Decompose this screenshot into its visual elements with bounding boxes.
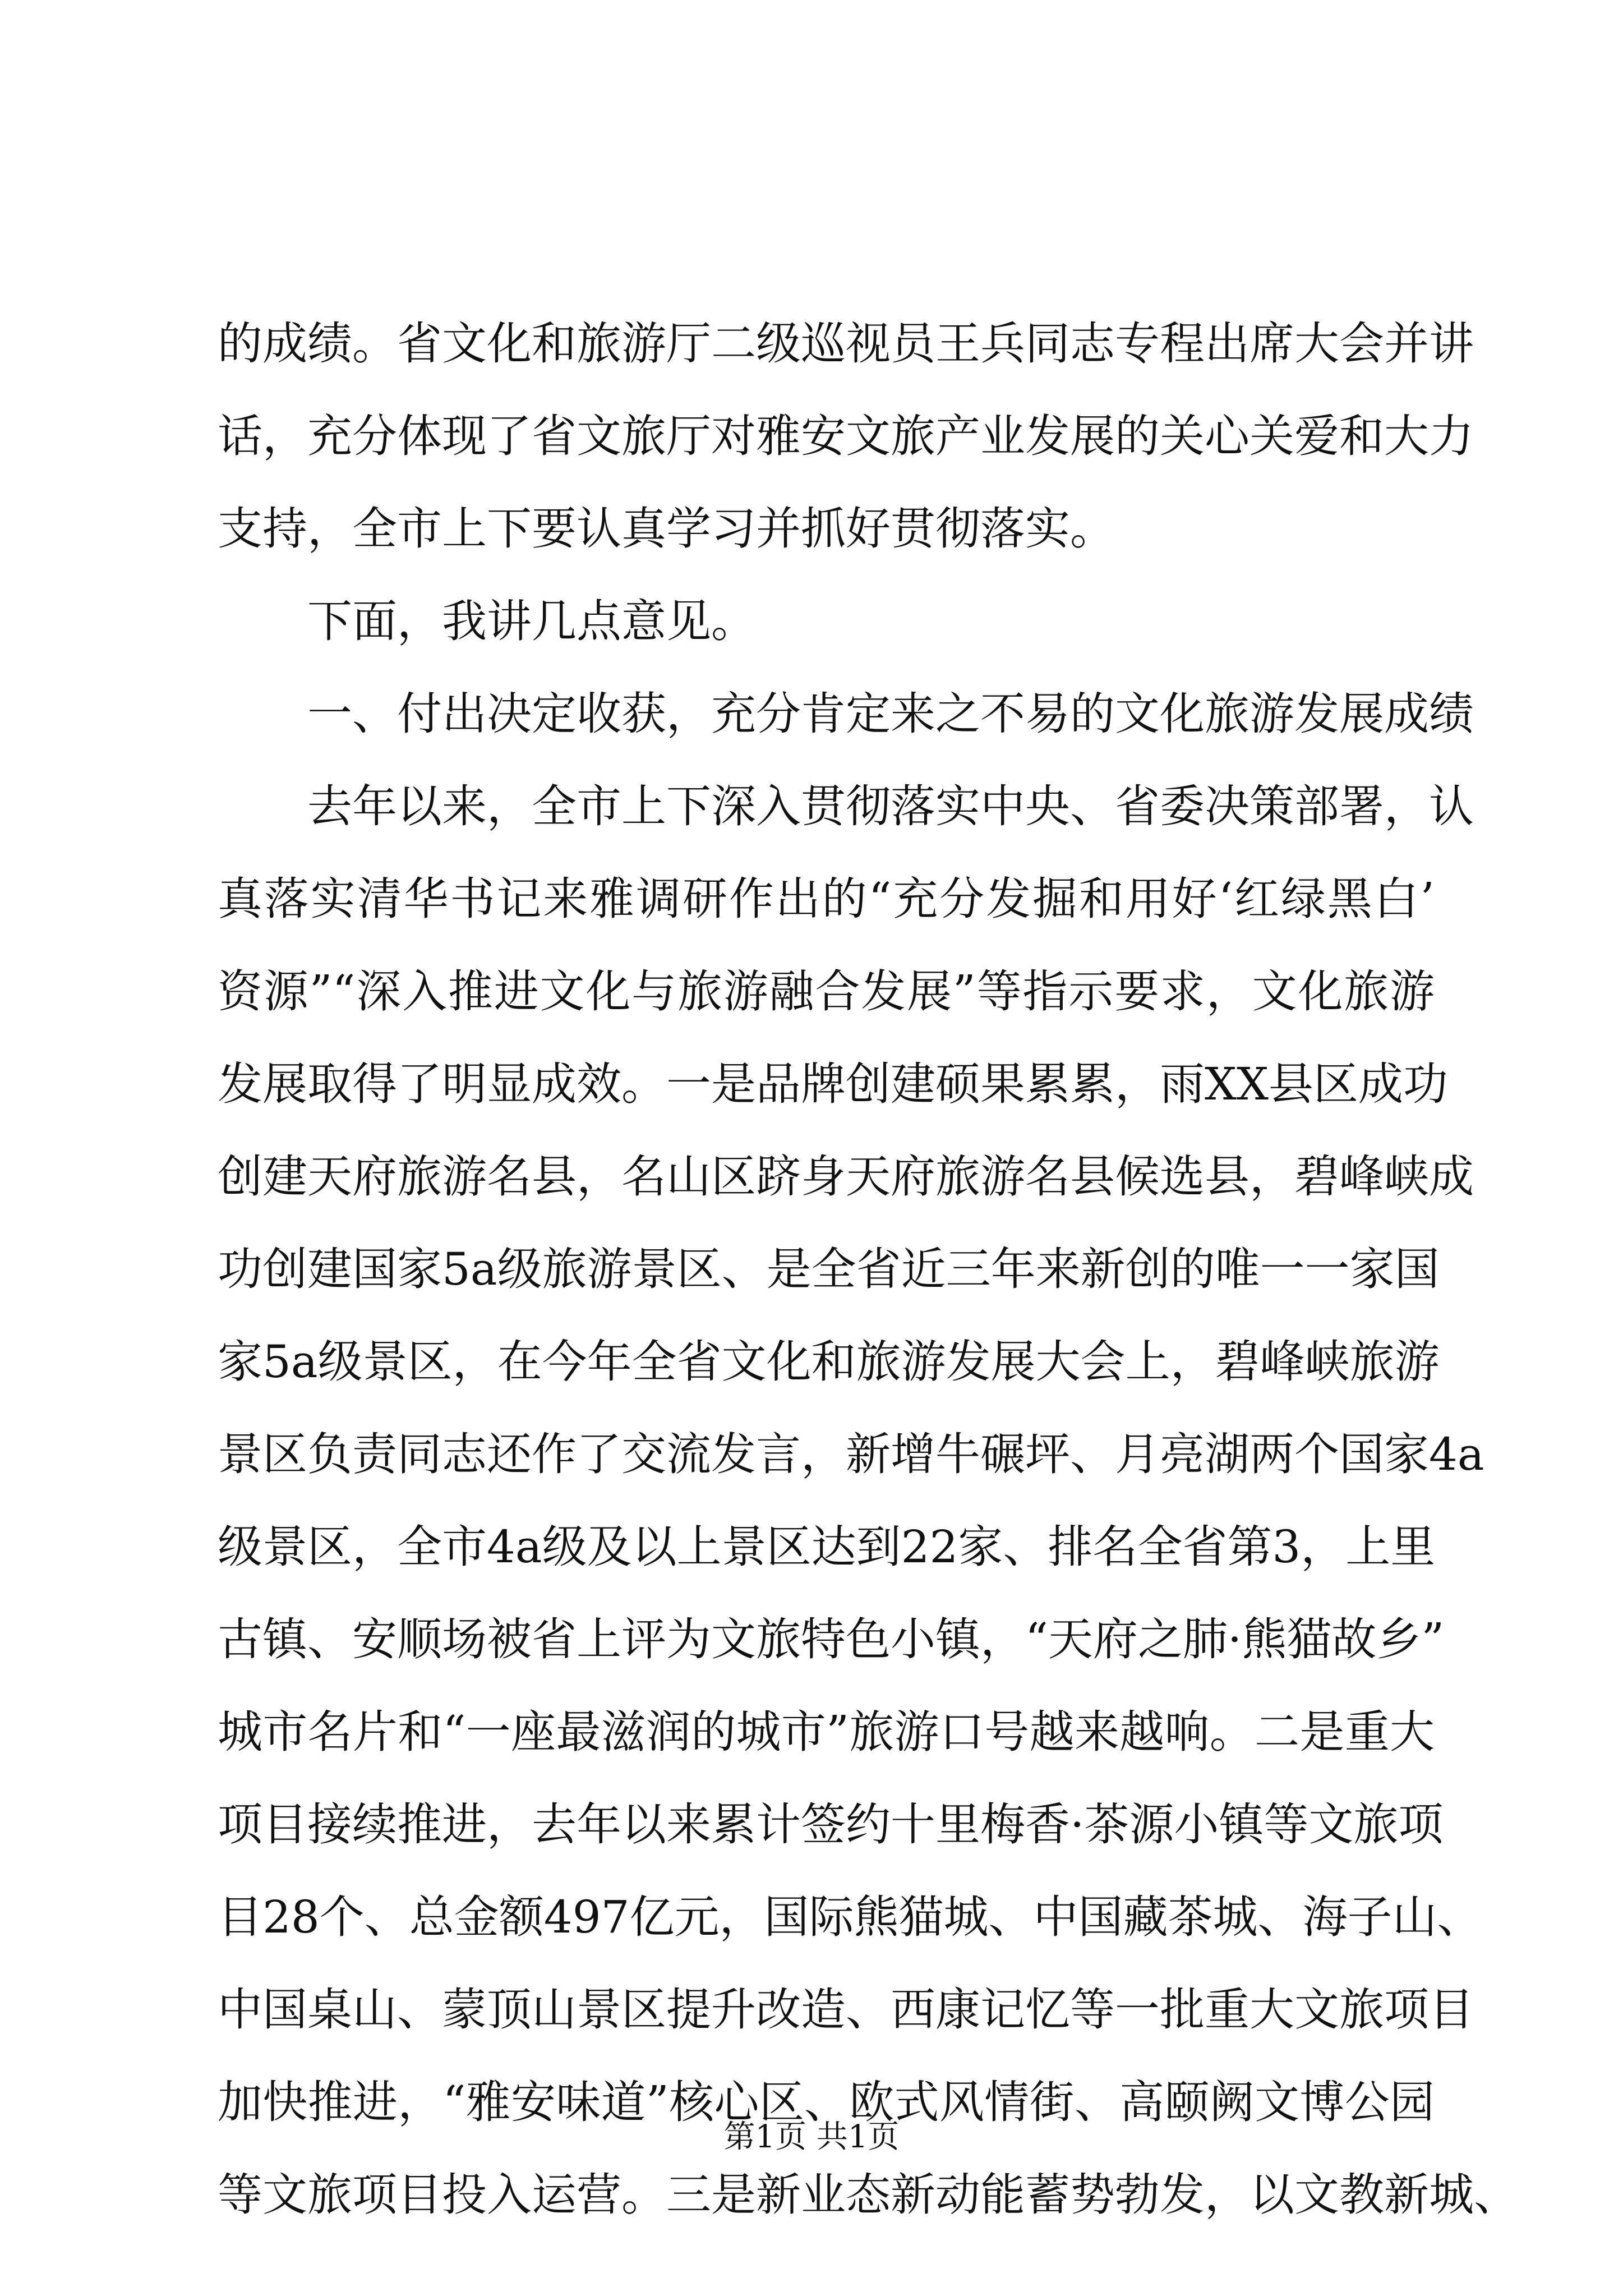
page-footer: 第1页 共1页 bbox=[723, 2119, 900, 2155]
paragraph-4-line-11: 城市名片和“一座最滋润的城市”旅游口号越来越响。二是重大 bbox=[218, 1706, 1435, 1758]
paragraph-1-line-1: 的成绩。省文化和旅游厅二级巡视员王兵同志专程出席大会并讲 bbox=[218, 318, 1474, 370]
paragraph-4-line-1: 去年以来，全市上下深入贯彻落实中央、省委决策部署，认 bbox=[307, 780, 1474, 832]
paragraph-4-line-6: 功创建国家5a级旅游景区、是全省近三年来新创的唯一一家国 bbox=[218, 1243, 1440, 1295]
section-heading-1: 一、付出决定收获，充分肯定来之不易的文化旅游发展成绩 bbox=[307, 688, 1474, 740]
paragraph-4-line-15: 加快推进，“雅安味道”核心区、欧式风情街、高颐阙文博公园 bbox=[218, 2076, 1435, 2128]
paragraph-4-line-9: 级景区，全市4a级及以上景区达到22家、排名全省第3，上里 bbox=[218, 1521, 1436, 1573]
paragraph-4-line-7: 家5a级景区，在今年全省文化和旅游发展大会上，碧峰峡旅游 bbox=[218, 1336, 1440, 1388]
paragraph-4-line-12: 项目接续推进，去年以来累计签约十里梅香·茶源小镇等文旅项 bbox=[218, 1798, 1444, 1851]
paragraph-2-line-1: 下面，我讲几点意见。 bbox=[307, 595, 756, 647]
paragraph-4-line-8: 景区负责同志还作了交流发言，新增牛碾坪、月亮湖两个国家4a bbox=[218, 1428, 1484, 1480]
paragraph-4-line-5: 创建天府旅游名县，名山区跻身天府旅游名县候选县，碧峰峡成 bbox=[218, 1151, 1474, 1203]
paragraph-4-line-14: 中国桌山、蒙顶山景区提升改造、西康记忆等一批重大文旅项目 bbox=[218, 1984, 1474, 2036]
paragraph-1-line-3: 支持，全市上下要认真学习并抓好贯彻落实。 bbox=[218, 503, 1115, 555]
paragraph-4-line-4: 发展取得了明显成效。一是品牌创建硕果累累，雨XX县区成功 bbox=[218, 1058, 1448, 1110]
document-body bbox=[218, 297, 1519, 2241]
paragraph-1-line-2: 话，充分体现了省文旅厅对雅安文旅产业发展的关心关爱和大力 bbox=[218, 410, 1474, 462]
paragraph-4-line-2: 真落实清华书记来雅调研作出的“充分发掘和用好‘红绿黑白’ bbox=[218, 873, 1435, 925]
paragraph-4-line-16: 等文旅项目投入运营。三是新业态新动能蓄势勃发，以文教新城、 bbox=[218, 2169, 1519, 2221]
paragraph-4-line-10: 古镇、安顺场被省上评为文旅特色小镇，“天府之肺·熊猫故乡” bbox=[218, 1613, 1445, 1665]
paragraph-4-line-3: 资源”“深入推进文化与旅游融合发展”等指示要求，文化旅游 bbox=[218, 965, 1435, 1018]
paragraph-4-line-13: 目28个、总金额497亿元，国际熊猫城、中国藏茶城、海子山、 bbox=[218, 1891, 1482, 1943]
